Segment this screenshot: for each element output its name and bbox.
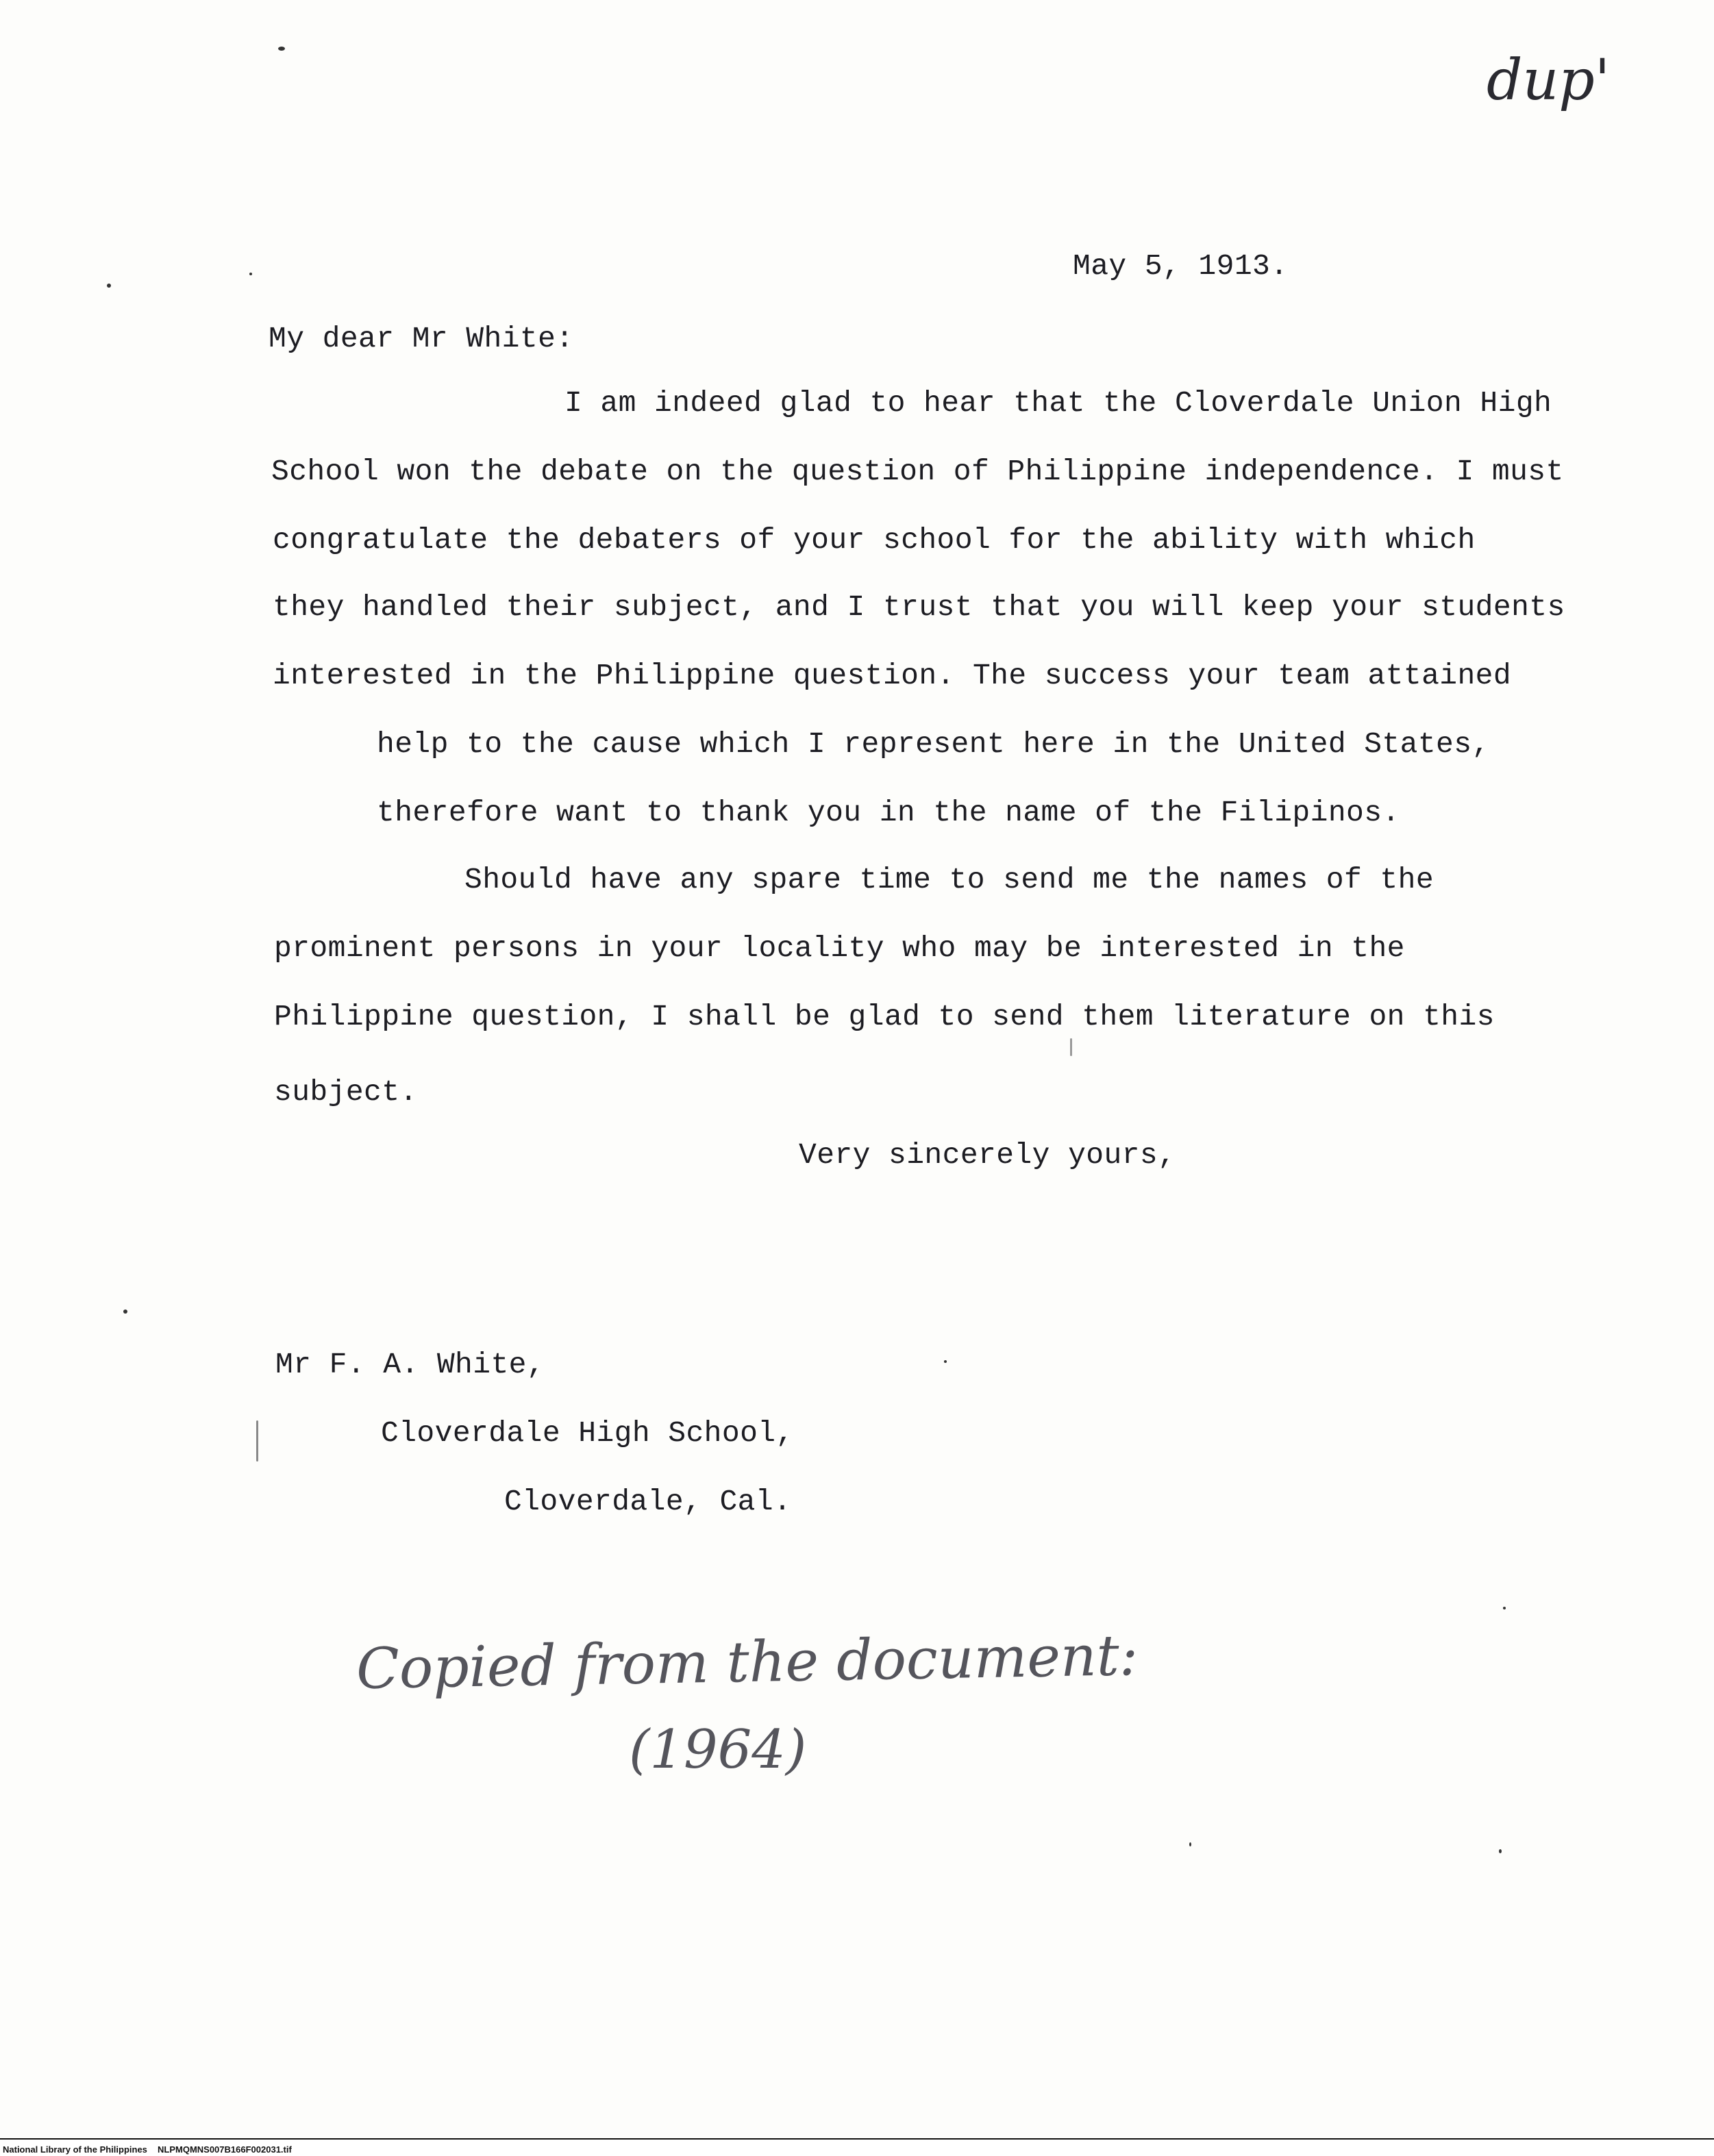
footer-library: National Library of the Philippines (3, 2144, 147, 2155)
body-line: therefore want to thank you in the name of the Filipinos. (377, 796, 1400, 829)
scan-speck (1070, 1038, 1072, 1056)
address-name: Mr F. A. White, (275, 1348, 545, 1381)
handwritten-note-line2: (1964) (629, 1719, 807, 1781)
scan-speck (1189, 1842, 1191, 1846)
scan-speck (256, 1420, 258, 1462)
scan-speck (123, 1309, 127, 1314)
salutation: My dear Mr White: (269, 322, 574, 355)
scan-speck (944, 1360, 947, 1363)
address-school: Cloverdale High School, (381, 1416, 794, 1450)
closing: Very sincerely yours, (799, 1138, 1176, 1172)
handwritten-annotation-dup: dup' (1487, 48, 1611, 113)
body-line: Should have any spare time to send me the names of the (464, 863, 1434, 897)
body-line: they handled their subject, and I trust that you will keep your students (273, 590, 1565, 624)
body-line: I am indeed glad to hear that the Cloverdale Union High (564, 386, 1552, 420)
letter-date: May 5, 1913. (1073, 249, 1289, 283)
body-line: prominent persons in your locality who may be interested in the (274, 931, 1405, 965)
body-line: interested in the Philippine question. The success your team attained (273, 659, 1512, 692)
footer-filename: NLPMQMNS007B166F002031.tif (158, 2144, 292, 2155)
body-line: help to the cause which I represent here in the United States, (377, 727, 1490, 761)
scan-speck (1503, 1607, 1506, 1609)
body-line: subject. (274, 1075, 418, 1109)
body-line: School won the debate on the question of Philippine independence. I must (271, 455, 1564, 488)
body-line: Philippine question, I shall be glad to send them literature on this (274, 1000, 1495, 1033)
body-line: congratulate the debaters of your school for the ability with which (273, 523, 1476, 557)
scan-speck (1499, 1849, 1502, 1853)
handwritten-note-line1: Copied from the document: (356, 1623, 1139, 1702)
scan-speck (249, 273, 252, 275)
scan-speck (278, 47, 285, 51)
address-city: Cloverdale, Cal. (504, 1485, 792, 1518)
scan-speck (107, 284, 111, 288)
